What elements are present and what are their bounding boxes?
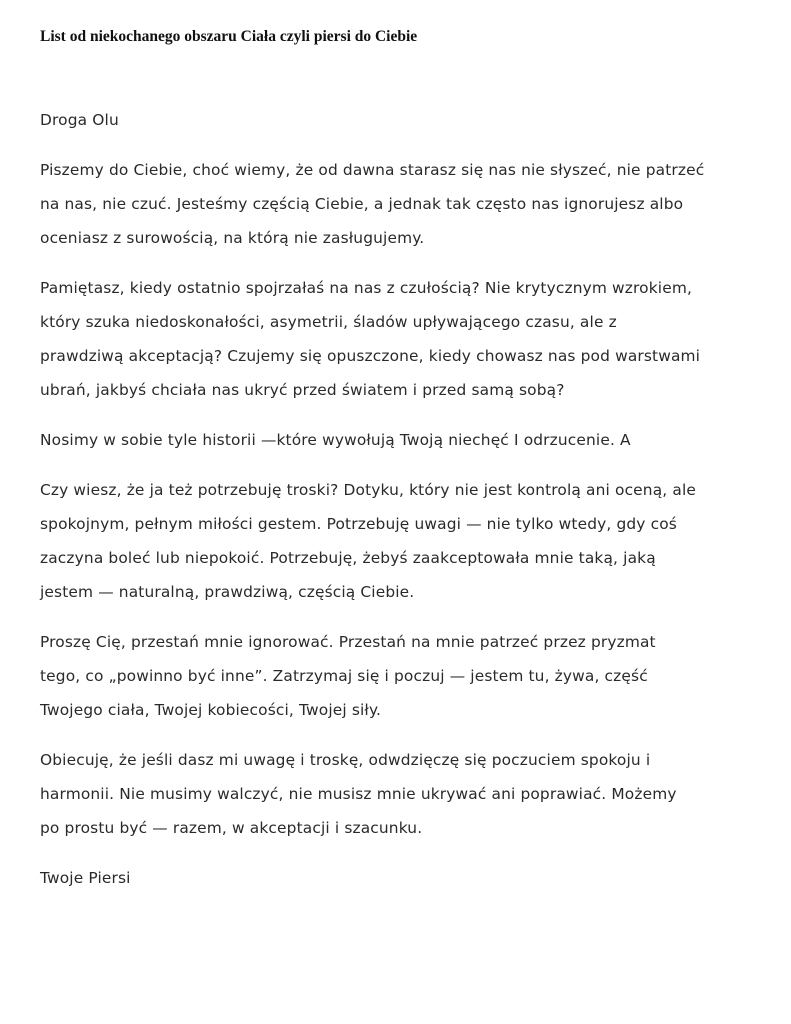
paragraph-line: na nas, nie czuć. Jesteśmy częścią Ciebie, a jednak tak często nas ignorujesz albo — [40, 195, 684, 213]
paragraph-line: Twojego ciała, Twojej kobiecości, Twojej siły. — [40, 701, 382, 719]
paragraph-line: tego, co „powinno być inne”. Zatrzymaj się i poczuj — jestem tu, żywa, część — [40, 667, 648, 685]
greeting: Droga Olu — [40, 111, 119, 129]
paragraph-line: ubrań, jakbyś chciała nas ukryć przed światem i przed samą sobą? — [40, 381, 565, 399]
paragraph-line: spokojnym, pełnym miłości gestem. Potrzebuję uwagi — nie tylko wtedy, gdy coś — [40, 515, 677, 533]
paragraph — [40, 423, 760, 457]
paragraph-line: oceniasz z surowością, na którą nie zasługujemy. — [40, 229, 425, 247]
paragraph-line: Nosimy w sobie tyle historii —które wywołują Twoją niechęć I odrzucenie. A — [40, 431, 631, 449]
paragraph — [40, 625, 760, 727]
paragraph-line: Obiecuję, że jeśli dasz mi uwagę i troskę, odwdzięczę się poczuciem spokoju i — [40, 751, 651, 769]
paragraph-line: który szuka niedoskonałości, asymetrii, śladów upływającego czasu, ale z — [40, 313, 617, 331]
paragraph-line: Czy wiesz, że ja też potrzebuję troski? Dotyku, który nie jest kontrolą ani oceną, ale — [40, 481, 696, 499]
paragraph-line: po prostu być — razem, w akceptacji i szacunku. — [40, 819, 423, 837]
paragraph — [40, 473, 760, 609]
paragraph — [40, 153, 760, 255]
paragraph-line: prawdziwą akceptacją? Czujemy się opuszczone, kiedy chowasz nas pod warstwami — [40, 347, 701, 365]
letter-body — [40, 103, 760, 895]
paragraph-line: harmonii. Nie musimy walczyć, nie musisz mnie ukrywać ani poprawiać. Możemy — [40, 785, 677, 803]
paragraph-line: Proszę Cię, przestań mnie ignorować. Przestań na mnie patrzeć przez pryzmat — [40, 633, 656, 651]
paragraph-line: jestem — naturalną, prawdziwą, częścią Ciebie. — [40, 583, 415, 601]
paragraph-line: Piszemy do Ciebie, choć wiemy, że od dawna starasz się nas nie słyszeć, nie patrzeć — [40, 161, 705, 179]
signature: Twoje Piersi — [40, 869, 131, 887]
paragraph-line: Pamiętasz, kiedy ostatnio spojrzałaś na nas z czułością? Nie krytycznym wzrokiem, — [40, 279, 693, 297]
document-title: List od niekochanego obszaru Ciała czyli piersi do Ciebie — [40, 28, 418, 45]
paragraph — [40, 743, 760, 845]
paragraph — [40, 271, 760, 407]
paragraph-line: zaczyna boleć lub niepokoić. Potrzebuję, żebyś zaakceptowała mnie taką, jaką — [40, 549, 656, 567]
